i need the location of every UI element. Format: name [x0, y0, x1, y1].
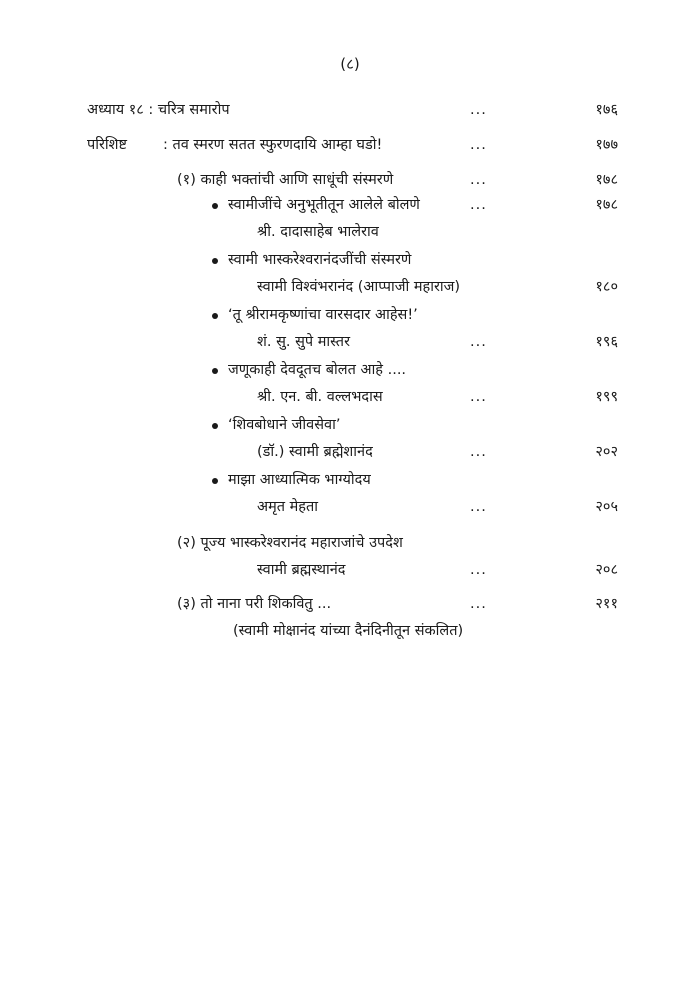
- toc-entry-chapter-18: अध्याय १८ : चरित्र समारोप: [87, 102, 230, 118]
- bullet-icon: [212, 203, 218, 209]
- leader-dots: ...: [470, 172, 487, 188]
- leader-dots: ...: [470, 197, 487, 213]
- page-ref: १७७: [595, 137, 618, 153]
- page-number: (८): [340, 55, 360, 73]
- toc-item-title: ‘तू श्रीरामकृष्णांचा वारसदार आहेस!’: [228, 307, 418, 323]
- page-ref: २०२: [595, 444, 618, 460]
- leader-dots: ...: [470, 334, 487, 350]
- page-ref: २११: [595, 596, 618, 612]
- page-ref: १९६: [595, 334, 618, 350]
- bullet-icon: [212, 313, 218, 319]
- page-ref: १७६: [595, 102, 618, 118]
- bullet-icon: [212, 368, 218, 374]
- page-ref: १७८: [595, 172, 618, 188]
- toc-item-author: अमृत मेहता: [257, 499, 319, 515]
- toc-item-title: स्वामी भास्करेश्वरानंदजींची संस्मरणे: [228, 252, 412, 268]
- leader-dots: ...: [470, 137, 487, 153]
- toc-item-title: जणूकाही देवदूतच बोलत आहे ....: [228, 362, 407, 378]
- toc-section-2: (२) पूज्य भास्करेश्वरानंद महाराजांचे उपदेश: [177, 535, 403, 551]
- toc-item-note: (स्वामी मोक्षानंद यांच्या दैनंदिनीतून संकलित): [233, 623, 464, 639]
- toc-item-author: शं. सु. सुपे मास्तर: [257, 334, 351, 350]
- leader-dots: ...: [470, 389, 487, 405]
- leader-dots: ...: [470, 562, 487, 578]
- leader-dots: ...: [470, 499, 487, 515]
- leader-dots: ...: [470, 444, 487, 460]
- toc-item-title: ‘शिवबोधाने जीवसेवा’: [228, 417, 341, 433]
- toc-item-author: श्री. दादासाहेब भालेराव: [257, 224, 379, 240]
- page-ref: २०८: [595, 562, 618, 578]
- bullet-icon: [212, 478, 218, 484]
- page-ref: १८०: [595, 279, 618, 295]
- leader-dots: ...: [470, 102, 487, 118]
- toc-item-title: स्वामीजींचे अनुभूतीतून आलेले बोलणे: [228, 197, 420, 213]
- toc-entry-appendix: : तव स्मरण सतत स्फुरणदायि आम्हा घडो!: [163, 137, 383, 153]
- toc-section-1: (१) काही भक्तांची आणि साधूंची संस्मरणे: [177, 172, 394, 188]
- toc-item-author: (डॉ.) स्वामी ब्रह्मेशानंद: [257, 444, 373, 460]
- toc-item-author: स्वामी ब्रह्मस्थानंद: [257, 562, 346, 578]
- page-ref: १७८: [595, 197, 618, 213]
- page-ref: २०५: [595, 499, 618, 515]
- bullet-icon: [212, 258, 218, 264]
- leader-dots: ...: [470, 596, 487, 612]
- bullet-icon: [212, 423, 218, 429]
- toc-item-title: माझा आध्यात्मिक भाग्योदय: [228, 472, 371, 488]
- toc-item-author: श्री. एन. बी. वल्लभदास: [257, 389, 383, 405]
- toc-item-author: स्वामी विश्वंभरानंद (आप्पाजी महाराज): [257, 279, 461, 295]
- toc-section-3: (३) तो नाना परी शिकवितु ...: [177, 596, 332, 612]
- page-ref: १९९: [595, 389, 618, 405]
- toc-appendix-prefix: परिशिष्ट: [87, 137, 128, 153]
